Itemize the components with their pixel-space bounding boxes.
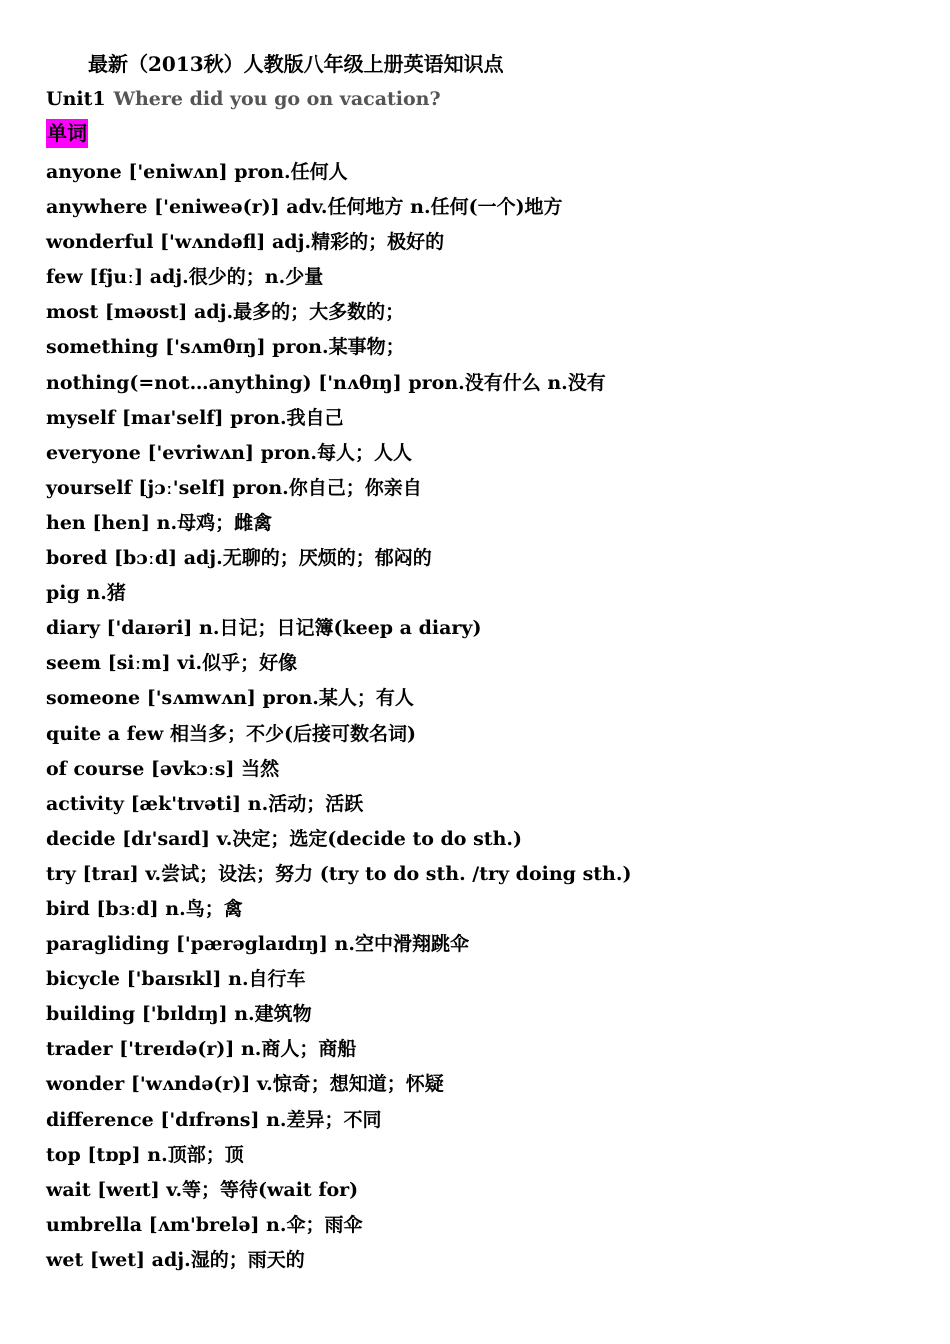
vocab-entry: seem [siːm] vi.似乎；好像: [46, 652, 298, 675]
vocab-entry: something ['sʌmθɪŋ] pron.某事物；: [46, 336, 405, 359]
vocab-entry: bird [bɜːd] n.鸟；禽: [46, 897, 243, 920]
vocab-entry: wonder ['wʌndə(r)] v.惊奇；想知道；怀疑: [46, 1073, 444, 1096]
vocab-entry: trader ['treɪdə(r)] n.商人；商船: [46, 1038, 357, 1061]
vocab-entry: umbrella [ʌm'brelə] n.伞；雨伞: [46, 1213, 363, 1236]
vocab-entry: wait [weɪt] v.等；等待(wait for): [46, 1178, 359, 1201]
vocab-entry: quite a few 相当多；不少(后接可数名词): [46, 722, 416, 745]
vocab-entry: difference ['dɪfrəns] n.差异；不同: [46, 1108, 382, 1131]
vocab-entry: myself [maɪ'self] pron.我自己: [46, 406, 344, 429]
vocab-entry: of course [əvkɔːs] 当然: [46, 757, 280, 780]
document-title: 最新（2013秋）人教版八年级上册英语知识点: [88, 52, 504, 76]
vocab-entry: activity [æk'tɪvəti] n.活动；活跃: [46, 792, 364, 815]
section-label-vocabulary: 单词: [46, 119, 88, 148]
vocab-entry: bicycle ['baɪsɪkl] n.自行车: [46, 968, 306, 991]
vocab-entry: paragliding ['pærəglaɪdɪŋ] n.空中滑翔跳伞: [46, 933, 469, 956]
vocab-entry: most [məʊst] adj.最多的；大多数的；: [46, 301, 405, 324]
vocab-entry: hen [hen] n.母鸡；雌禽: [46, 511, 273, 534]
vocab-entry: anyone ['eniwʌn] pron.任何人: [46, 161, 348, 183]
unit-heading: [46, 85, 441, 113]
vocab-entry: pig n.猪: [46, 582, 126, 605]
vocab-entry: someone ['sʌmwʌn] pron.某人；有人: [46, 687, 414, 710]
vocab-entry: bored [bɔːd] adj.无聊的；厌烦的；郁闷的: [46, 547, 432, 570]
vocab-entry: everyone ['evriwʌn] pron.每人；人人: [46, 441, 412, 464]
vocab-entry: decide [dɪ'saɪd] v.决定；选定(decide to do sth.): [46, 827, 522, 850]
vocab-entry: diary ['daɪəri] n.日记；日记簿(keep a diary): [46, 617, 482, 640]
vocab-entry: building ['bɪldɪŋ] n.建筑物: [46, 1003, 312, 1026]
vocab-entry: try [traɪ] v.尝试；设法；努力 (try to do sth. /try doing sth.): [46, 862, 632, 885]
vocab-entry: top [tɒp] n.顶部；顶: [46, 1143, 244, 1166]
vocab-entry: few [fjuː] adj.很少的；n.少量: [46, 266, 324, 289]
vocab-entry: wonderful ['wʌndəfl] adj.精彩的；极好的: [46, 231, 445, 254]
unit-title: Where did you go on vacation?: [113, 88, 441, 110]
vocab-entry: nothing(=not…anything) ['nʌθɪŋ] pron.没有什么 n.没有: [46, 371, 606, 394]
vocab-entry: wet [wet] adj.湿的；雨天的: [46, 1248, 305, 1271]
unit-label: Unit1: [46, 88, 106, 110]
vocabulary-list: [46, 156, 631, 1279]
vocab-entry: yourself [jɔː'self] pron.你自己；你亲自: [46, 476, 422, 499]
vocab-entry: anywhere ['eniweə(r)] adv.任何地方 n.任何(一个)地方: [46, 196, 563, 219]
